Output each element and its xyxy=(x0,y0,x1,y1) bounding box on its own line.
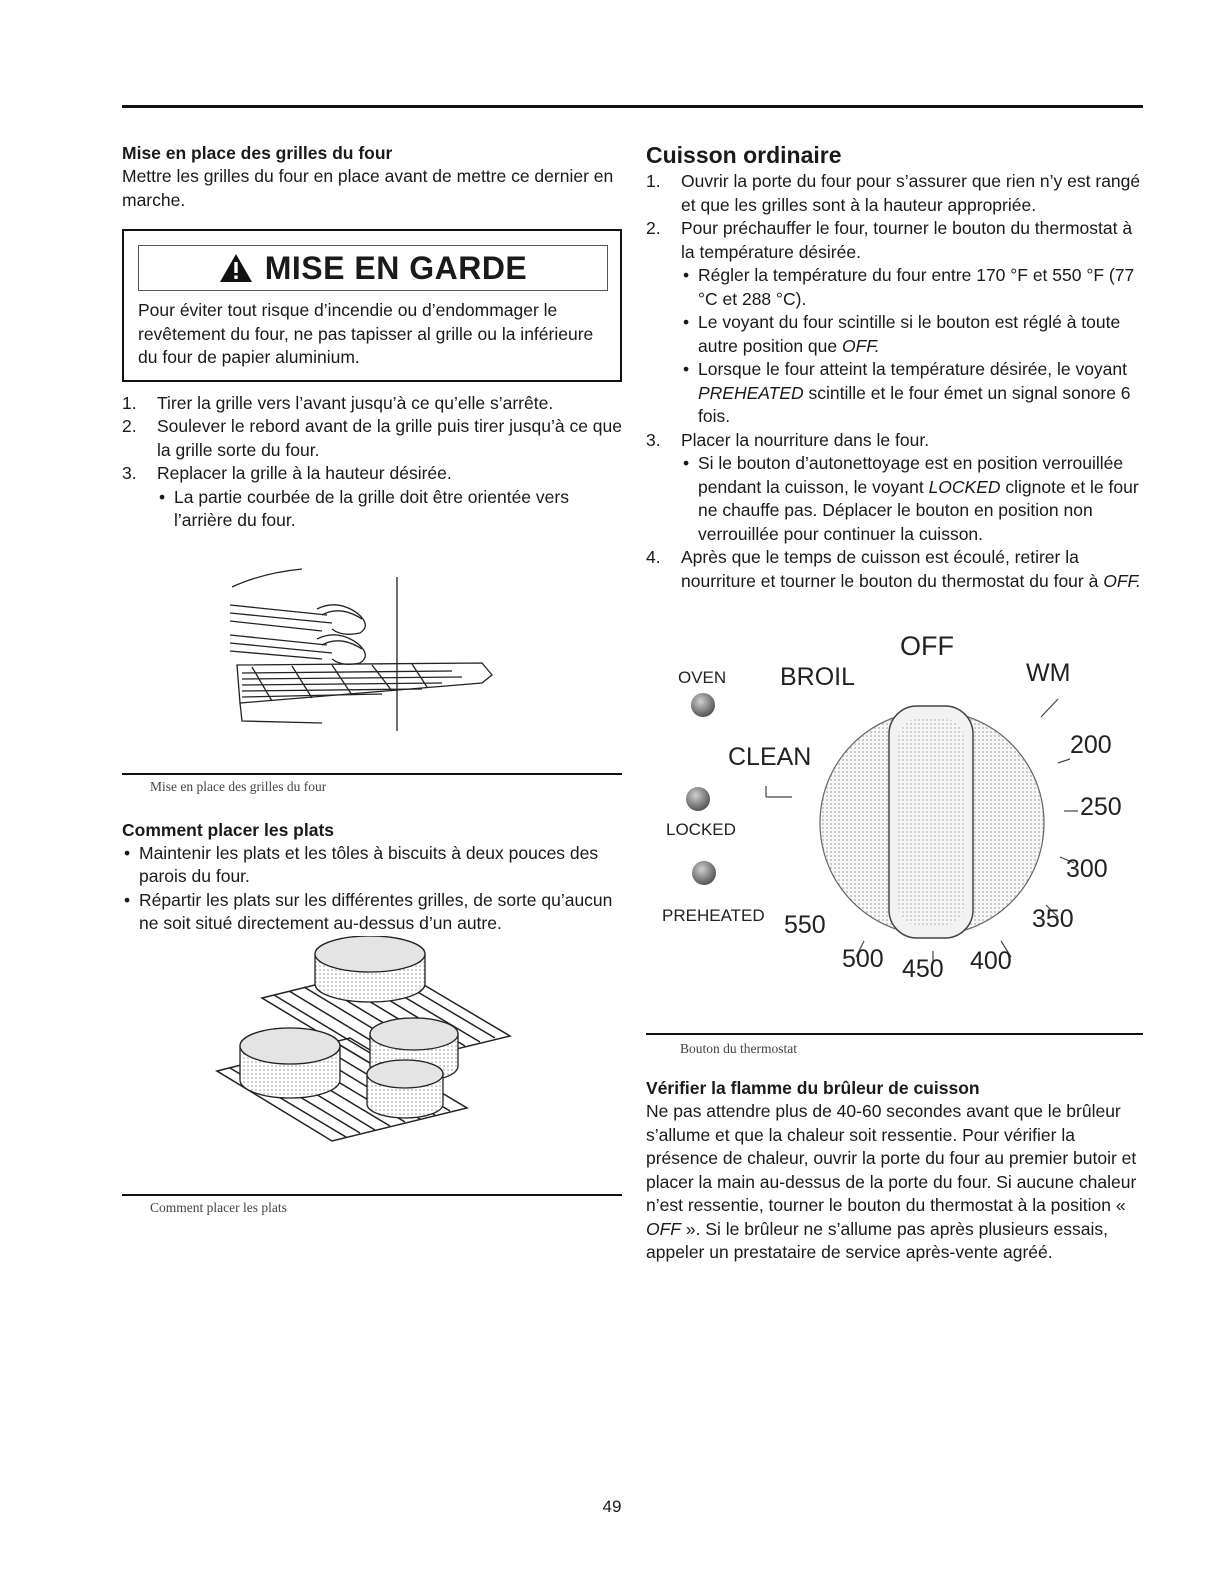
pans-figure xyxy=(122,936,622,1194)
list-item: 1. Ouvrir la porte du four pour s’assurer que rien n’y est rangé et que les grilles sont à la hauteur appropriée. xyxy=(646,171,1141,215)
left-column xyxy=(122,142,622,1216)
cuisson-heading: Cuisson ordinaire xyxy=(646,142,842,168)
thermostat-figure xyxy=(646,611,1146,1056)
list-item: 3. Replacer la grille à la hauteur désirée. • La partie courbée de la grille doit être orientée vers l’arrière du four. xyxy=(122,462,622,533)
warning-text: Pour éviter tout risque d’incendie ou d’endommager le revêtement du four, ne pas tapisser al grille ou la inférieure du four de papier aluminium. xyxy=(138,300,594,367)
preheated-light-icon xyxy=(692,861,716,885)
list-item: • Si le bouton d’autonettoyage est en position verrouillée pendant la cuisson, le voyant LOCKED clignote et le four ne chauffe pas. Déplacer le bouton en position non verrouillée pour continuer la cuisson. xyxy=(681,452,1146,546)
dial-oven-label: OVEN xyxy=(678,668,727,687)
dial-locked-label: LOCKED xyxy=(666,820,736,839)
warning-box xyxy=(122,229,622,382)
list-item: 4. Après que le temps de cuisson est écoulé, retirer la nourriture et tourner le bouton du thermostat du four à OFF. xyxy=(646,547,1141,591)
page-number: 49 xyxy=(602,1497,622,1516)
grille-steps xyxy=(122,392,622,533)
dial-250-label: 250 xyxy=(1080,793,1122,821)
dial-350-label: 350 xyxy=(1032,905,1074,933)
list-item: 2. Pour préchauffer le four, tourner le bouton du thermostat à la température désirée. • Régler la température du four entre 170 °F et 550 °F (77 °C et 288 °C). • Le voyant du four scintille si le bouton est réglé à toute autre position que OFF. • Lorsque le four atteint la température désirée, le voyant PREHEATED scintille et le four émet un signal sonore 6 fois. xyxy=(646,217,1146,429)
list-item: • Lorsque le four atteint la température désirée, le voyant PREHEATED scintille et le four émet un signal sonore 6 fois. xyxy=(681,358,1146,429)
figure-rule xyxy=(646,1033,1143,1035)
dial-450-label: 450 xyxy=(902,955,944,983)
dial-300-label: 300 xyxy=(1066,855,1108,883)
grille-heading: Mise en place des grilles du four xyxy=(122,143,393,163)
list-item: • Le voyant du four scintille si le bouton est réglé à toute autre position que OFF. xyxy=(681,311,1146,358)
dial-400-label: 400 xyxy=(970,947,1012,975)
figure-caption: Mise en place des grilles du four xyxy=(150,778,327,794)
flamme-text: Ne pas attendre plus de 40-60 secondes avant que le brûleur s’allume et que la chaleur soit ressentie. Pour vérifier la présence de chaleur, ouvrir la porte du four au premier butoir et placer la main au-dessus de la porte du four. Si aucune chaleur n’est ressentie, tourner le bouton du thermostat à la position « OFF ». Si le brûleur ne s’allume pas après plusieurs essais, appeler un prestataire de service après-vente agréé. xyxy=(646,1101,1137,1262)
top-rule xyxy=(122,105,1143,108)
plats-heading: Comment placer les plats xyxy=(122,819,335,840)
warning-triangle-icon xyxy=(219,253,253,283)
list-item: 2. Soulever le rebord avant de la grille puis tirer jusqu’à ce que la grille sorte du four. xyxy=(122,416,622,460)
list-item: 1. Tirer la grille vers l’avant jusqu’à ce qu’elle s’arrête. xyxy=(122,392,554,413)
oven-rack-illustration xyxy=(122,533,622,763)
list-item: 3. Placer la nourriture dans le four. • Si le bouton d’autonettoyage est en position verrouillée pendant la cuisson, le voyant LOCKED clignote et le four ne chauffe pas. Déplacer le bouton en position non verrouillée pour continuer la cuisson. xyxy=(646,429,1146,547)
list-item: • Maintenir les plats et les tôles à biscuits à deux pouces des parois du four. xyxy=(122,842,622,889)
warning-title-box xyxy=(138,245,608,291)
figure-caption: Bouton du thermostat xyxy=(680,1041,797,1056)
list-item: • Répartir les plats sur les différentes grilles, de sorte qu’aucun ne soit situé directement au-dessus d’un autre. xyxy=(122,889,622,936)
plats-list xyxy=(122,842,622,936)
dial-clean-label: CLEAN xyxy=(728,743,812,771)
dial-550-label: 550 xyxy=(784,911,826,939)
oven-light-icon xyxy=(691,693,715,717)
grille-intro: Mettre les grilles du four en place avant de mettre ce dernier en marche. xyxy=(122,166,614,210)
list-item: • La partie courbée de la grille doit être orientée vers l’arrière du four. xyxy=(157,486,622,533)
dial-wm-label: WM xyxy=(1026,659,1071,687)
dial-500-label: 500 xyxy=(842,945,884,973)
list-item: • Régler la température du four entre 170 °F et 550 °F (77 °C et 288 °C). xyxy=(681,264,1146,311)
dial-broil-label: BROIL xyxy=(780,663,856,691)
warning-title: MISE EN GARDE xyxy=(264,249,528,286)
dial-off-label: OFF xyxy=(900,631,954,661)
figure-caption: Comment placer les plats xyxy=(150,1199,287,1215)
flamme-heading: Vérifier la flamme du brûleur de cuisson xyxy=(646,1078,980,1098)
rack-figure xyxy=(122,533,622,773)
dial-preheated-label: PREHEATED xyxy=(662,906,765,925)
locked-light-icon xyxy=(686,787,710,811)
pans-on-racks-illustration xyxy=(122,936,622,1192)
right-column xyxy=(646,142,1146,1265)
cuisson-steps xyxy=(646,170,1146,593)
thermostat-dial-illustration xyxy=(646,611,1146,1051)
dial-200-label: 200 xyxy=(1070,731,1112,759)
